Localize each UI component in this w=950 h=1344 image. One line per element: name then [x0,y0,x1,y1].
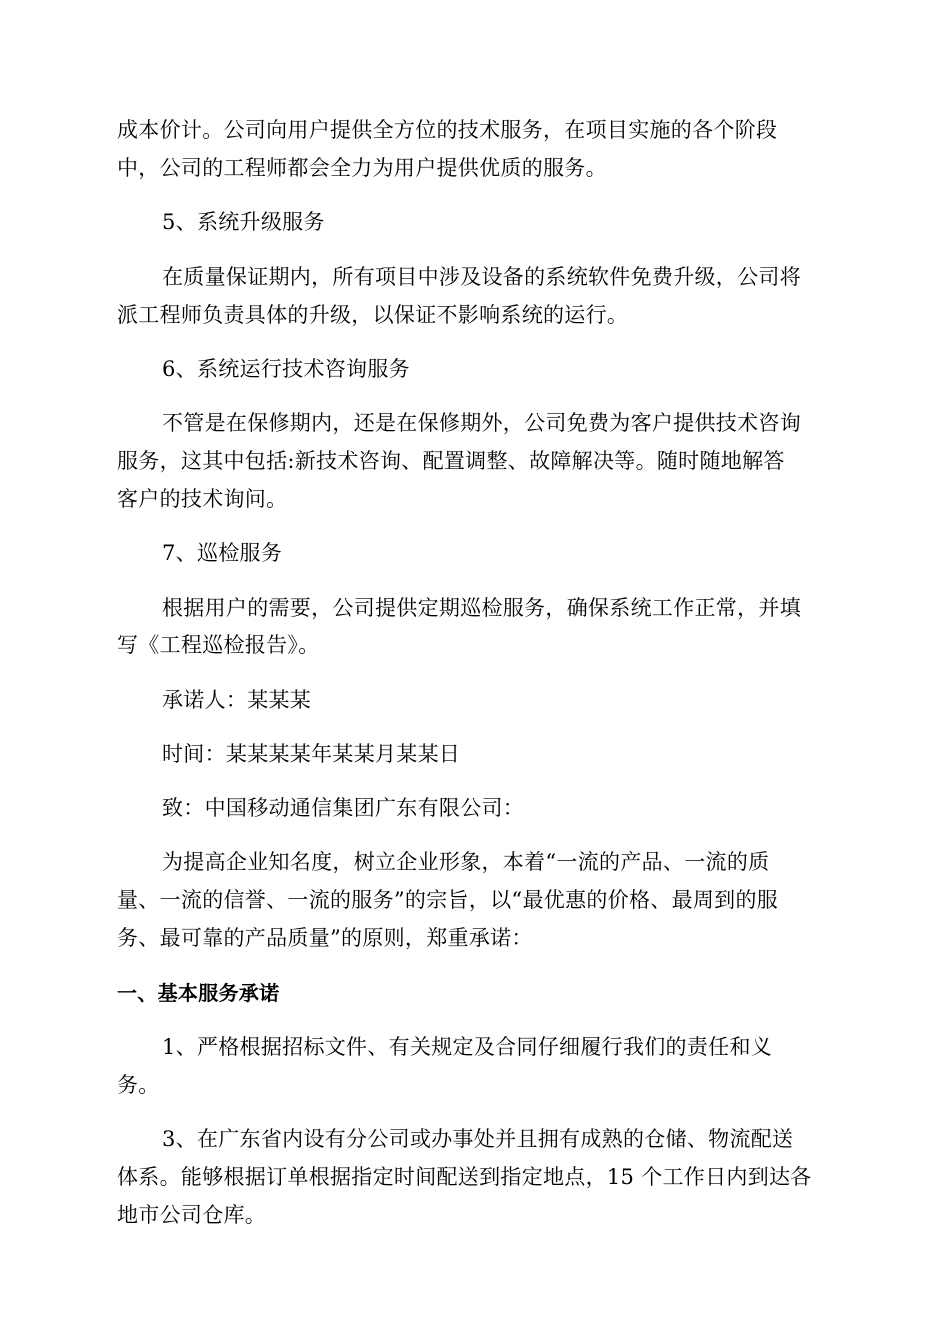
section-heading-tech-consulting: 6、系统运行技术咨询服务 [162,357,410,381]
section-title-basic-service: 一、基本服务承诺 [117,981,280,1005]
paragraph-line: 成本价计。公司向用户提供全方位的技术服务，在项目实施的各个阶段 [117,118,778,142]
paragraph-line: 务。 [117,1073,160,1097]
paragraph-line: 量、一流的信誉、一流的服务”的宗旨，以“最优惠的价格、最周到的服 [117,888,779,912]
paragraph-line: 不管是在保修期内，还是在保修期外，公司免费为客户提供技术咨询 [162,411,801,435]
paragraph-line: 在质量保证期内，所有项目中涉及设备的系统软件免费升级，公司将 [162,265,801,289]
paragraph-line: 中，公司的工程师都会全力为用户提供优质的服务。 [117,156,607,180]
paragraph-line: 体系。能够根据订单根据指定时间配送到指定地点，15 个工作日内到达各 [117,1165,812,1189]
promisor-line: 承诺人：某某某 [162,688,312,712]
date-line: 时间：某某某某年某某月某某日 [162,742,461,766]
paragraph-line: 派工程师负责具体的升级，以保证不影响系统的运行。 [117,303,629,327]
paragraph-line: 1、严格根据招标文件、有关规定及合同仔细履行我们的责任和义 [162,1035,773,1059]
paragraph-line: 务、最可靠的产品质量”的原则，郑重承诺： [117,926,533,950]
paragraph-line: 写《工程巡检报告》。 [117,633,320,657]
section-heading-inspection: 7、巡检服务 [162,541,283,565]
paragraph-line: 地市公司仓库。 [117,1203,267,1227]
addressee-line: 致：中国移动通信集团广东有限公司： [162,796,525,820]
paragraph-line: 服务，这其中包括:新技术咨询、配置调整、故障解决等。随时随地解答 [117,449,785,473]
paragraph-line: 3、在广东省内设有分公司或办事处并且拥有成熟的仓储、物流配送 [162,1127,794,1151]
section-heading-system-upgrade: 5、系统升级服务 [162,210,325,234]
paragraph-line: 客户的技术询问。 [117,487,288,511]
paragraph-line: 为提高企业知名度，树立企业形象，本着“一流的产品、一流的质 [162,850,770,874]
paragraph-line: 根据用户的需要，公司提供定期巡检服务，确保系统工作正常，并填 [162,596,801,620]
